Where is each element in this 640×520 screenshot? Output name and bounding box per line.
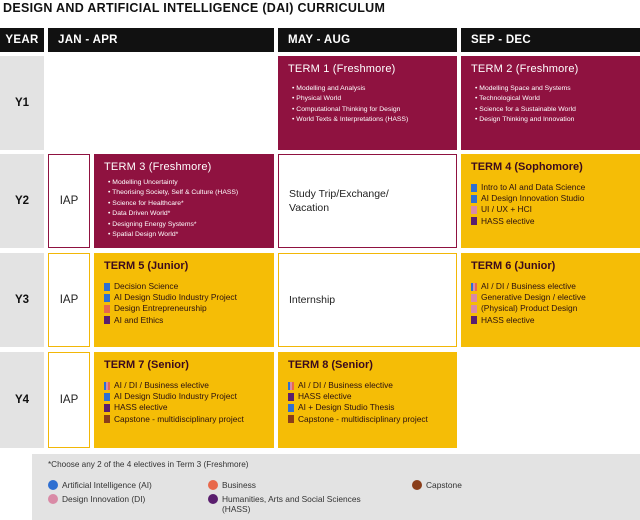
term-3-module: • Data Driven World* <box>108 209 238 219</box>
hass-tag-swatch <box>104 404 110 412</box>
hass-tag-swatch <box>471 316 477 324</box>
ai-tag-swatch <box>104 294 110 302</box>
ai-tag-swatch <box>471 195 477 203</box>
term-6-module: AI / DI / Business elective <box>471 281 586 292</box>
term-2-module: • Design Thinking and Innovation <box>475 115 576 125</box>
y2-study-trip-block <box>278 154 457 248</box>
term-8-title: TERM 8 (Senior) <box>288 359 373 371</box>
term-7-block <box>94 352 274 448</box>
y4-sep-dec-empty <box>461 352 640 448</box>
term-1-modules <box>292 84 408 126</box>
term-1-module: • Computational Thinking for Design <box>292 105 408 115</box>
term-1-title: TERM 1 (Freshmore) <box>288 63 396 75</box>
term-8-module: HASS elective <box>288 391 428 402</box>
term-5-module: Decision Science <box>104 281 237 292</box>
term-7-module: HASS elective <box>104 402 244 413</box>
term-2-block <box>461 56 640 150</box>
ai-dot-icon <box>48 480 58 490</box>
hass-dot-icon <box>208 494 218 504</box>
page-title: DESIGN AND ARTIFICIAL INTELLIGENCE (DAI) CURRICULUM <box>3 1 386 15</box>
y1-jan-apr-empty <box>48 56 274 150</box>
term-4-module: AI Design Innovation Studio <box>471 193 585 204</box>
term-6-modules <box>471 281 586 326</box>
year-label-y2: Y2 <box>0 154 44 248</box>
business-dot-icon <box>208 480 218 490</box>
study-trip-label: Study Trip/Exchange/ Vacation <box>289 188 389 214</box>
term-3-module: • Modelling Uncertainty <box>108 178 238 188</box>
header-jan-apr: JAN - APR <box>48 28 274 52</box>
multi-tag-swatch <box>471 283 477 291</box>
capstone-dot-icon <box>412 480 422 490</box>
header-year: YEAR <box>0 28 44 52</box>
legend-item-hass: Humanities, Arts and Social Sciences (HASS) <box>208 494 378 514</box>
term-6-module: (Physical) Product Design <box>471 303 586 314</box>
term-4-block <box>461 154 640 248</box>
term-7-module: AI Design Studio Industry Project <box>104 391 244 402</box>
term-2-modules <box>475 84 576 126</box>
term-4-modules <box>471 182 585 227</box>
term-8-block <box>278 352 457 448</box>
term-1-module: • Modelling and Analysis <box>292 84 408 94</box>
term-8-modules <box>288 380 428 425</box>
capstone-tag-swatch <box>288 415 294 423</box>
term-3-title: TERM 3 (Freshmore) <box>104 161 212 173</box>
ai-tag-swatch <box>288 404 294 412</box>
year-label-y3: Y3 <box>0 253 44 347</box>
term-1-module: • World Texts & Interpretations (HASS) <box>292 115 408 125</box>
term-8-module: AI / DI / Business elective <box>288 380 428 391</box>
year-label-y1: Y1 <box>0 56 44 150</box>
term-2-module: • Technological World <box>475 94 576 104</box>
term-4-module: HASS elective <box>471 216 585 227</box>
ai-tag-swatch <box>471 184 477 192</box>
capstone-tag-swatch <box>104 415 110 423</box>
term-7-module: AI / DI / Business elective <box>104 380 244 391</box>
term-1-block <box>278 56 457 150</box>
di-dot-icon <box>48 494 58 504</box>
header-sep-dec: SEP - DEC <box>461 28 640 52</box>
hass-tag-swatch <box>288 393 294 401</box>
term-2-title: TERM 2 (Freshmore) <box>471 63 579 75</box>
header-may-aug: MAY - AUG <box>278 28 457 52</box>
term-1-module: • Physical World <box>292 94 408 104</box>
term-4-title: TERM 4 (Sophomore) <box>471 161 583 173</box>
term-3-module: • Spatial Design World* <box>108 230 238 240</box>
hass-tag-swatch <box>104 316 110 324</box>
internship-label: Internship <box>289 294 336 306</box>
term-7-module: Capstone - multidisciplinary project <box>104 414 244 425</box>
y3-internship-block <box>278 253 457 347</box>
term-4-module: UI / UX + HCI <box>471 204 585 215</box>
term-7-title: TERM 7 (Senior) <box>104 359 189 371</box>
term-2-module: • Modelling Space and Systems <box>475 84 576 94</box>
term-5-modules <box>104 281 237 326</box>
legend-panel <box>32 454 640 520</box>
term-3-module: • Designing Energy Systems* <box>108 220 238 230</box>
ai-tag-swatch <box>104 393 110 401</box>
hass-tag-swatch <box>471 217 477 225</box>
legend-item-di: Design Innovation (DI) <box>48 494 145 504</box>
term-5-module: AI Design Studio Industry Project <box>104 292 237 303</box>
legend-item-business: Business <box>208 480 256 490</box>
ai-tag-swatch <box>104 283 110 291</box>
term-3-modules <box>108 178 238 240</box>
term-5-module: Design Entrepreneurship <box>104 303 237 314</box>
iap-block-y2: IAP <box>48 154 90 248</box>
business-tag-swatch <box>104 305 110 313</box>
di-tag-swatch <box>471 206 477 214</box>
legend-item-ai: Artificial Intelligence (AI) <box>48 480 152 490</box>
term-2-module: • Science for a Sustainable World <box>475 105 576 115</box>
term-7-modules <box>104 380 244 425</box>
elective-footnote: *Choose any 2 of the 4 electives in Term 3 (Freshmore) <box>48 460 249 469</box>
multi-tag-swatch <box>104 382 110 390</box>
year-label-y4: Y4 <box>0 352 44 448</box>
term-3-module: • Science for Healthcare* <box>108 199 238 209</box>
legend-item-capstone: Capstone <box>412 480 462 490</box>
multi-tag-swatch <box>288 382 294 390</box>
term-6-title: TERM 6 (Junior) <box>471 260 556 272</box>
term-6-module: Generative Design / elective <box>471 292 586 303</box>
di-tag-swatch <box>471 305 477 313</box>
iap-block-y4: IAP <box>48 352 90 448</box>
term-8-module: AI + Design Studio Thesis <box>288 402 428 413</box>
term-6-module: HASS elective <box>471 315 586 326</box>
term-3-block <box>94 154 274 248</box>
term-8-module: Capstone - multidisciplinary project <box>288 414 428 425</box>
term-5-module: AI and Ethics <box>104 315 237 326</box>
term-4-module: Intro to AI and Data Science <box>471 182 585 193</box>
term-5-block <box>94 253 274 347</box>
term-5-title: TERM 5 (Junior) <box>104 260 189 272</box>
term-3-module: • Theorising Society, Self & Culture (HASS) <box>108 188 238 198</box>
iap-block-y3: IAP <box>48 253 90 347</box>
di-tag-swatch <box>471 294 477 302</box>
term-6-block <box>461 253 640 347</box>
